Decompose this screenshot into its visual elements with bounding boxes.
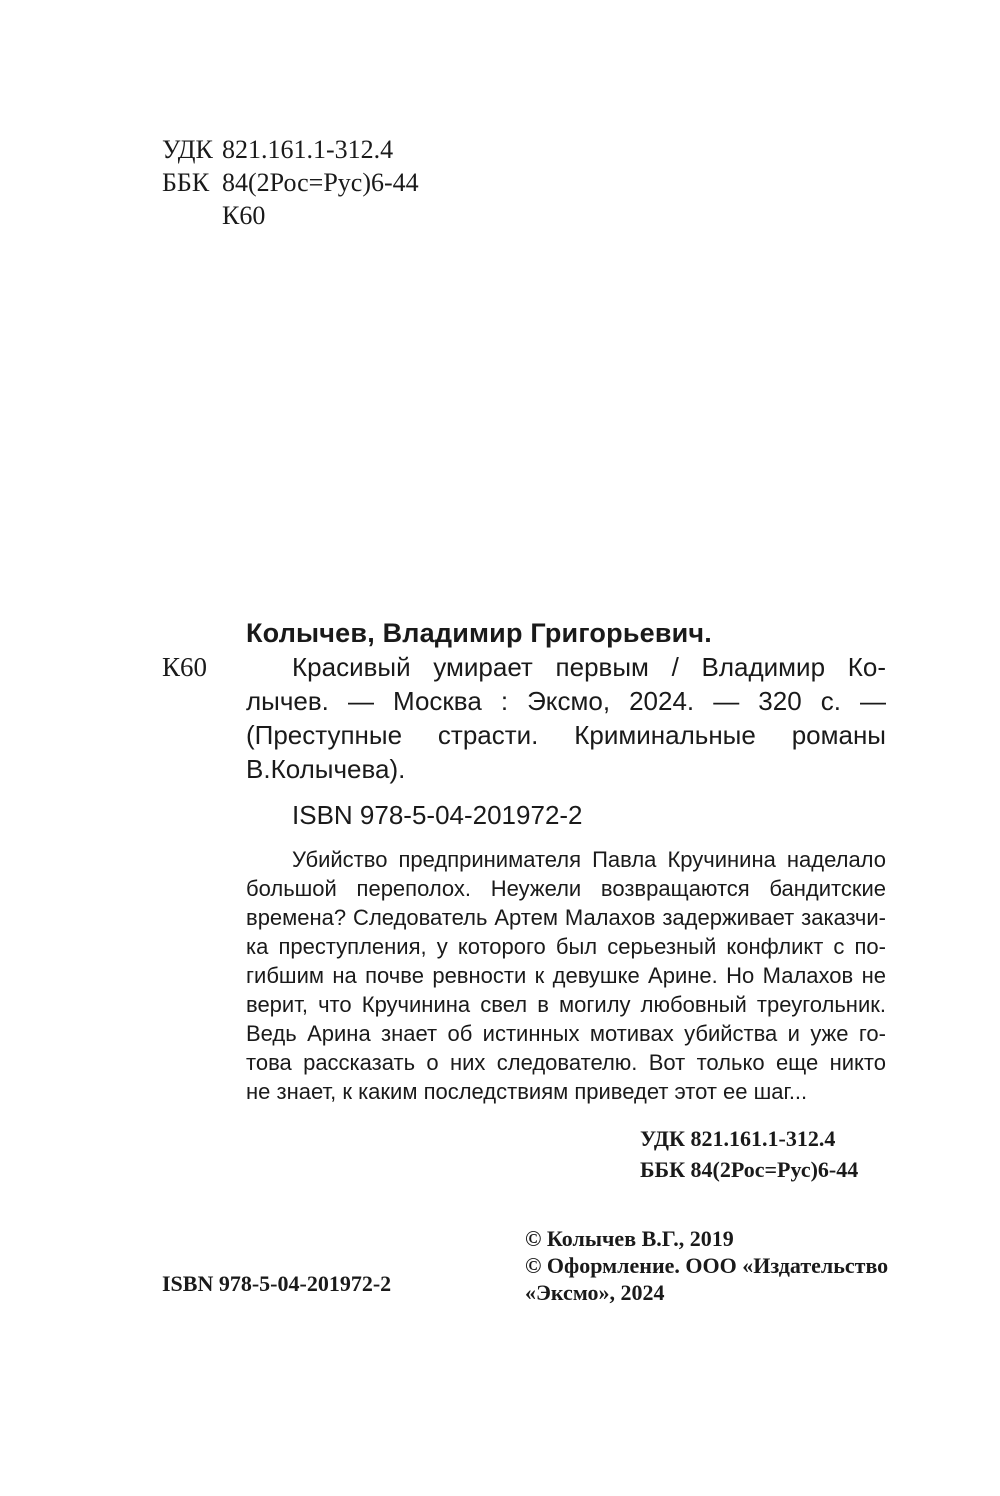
annotation-line: ка преступления, у которого был серьезный конфликт с по- [246, 934, 886, 959]
udk-label: УДК [162, 134, 213, 164]
bbk-row [162, 166, 419, 199]
annotation-line: Ведь Арина знает об истинных мотивах убийства и уже го- [246, 1021, 886, 1046]
classification-header [162, 133, 419, 232]
annotation-line: времена? Следователь Артем Малахов задерживает заказчи- [246, 905, 886, 930]
biblio-line: лычев. — Москва : Эксмо, 2024. — 320 с. — [246, 686, 886, 716]
copyright-design: © Оформление. ООО «Издательство [525, 1253, 889, 1278]
bibliographic-description [246, 650, 886, 786]
copyright-design-cont: «Эксмо», 2024 [525, 1280, 665, 1305]
author-mark-row [162, 199, 419, 232]
bbk-label: ББК [162, 167, 210, 197]
copyright-author: © Колычев В.Г., 2019 [525, 1226, 734, 1251]
biblio-line: (Преступные страсти. Криминальные романы [246, 720, 886, 750]
annotation-line: верит, что Кручинина свел в могилу любовный треугольник. [246, 992, 886, 1017]
author-heading: Колычев, Владимир Григорьевич. [246, 618, 713, 648]
annotation-line: това рассказать о них следователю. Вот только еще никто [246, 1050, 886, 1075]
annotation-line: гибшим на почве ревности к девушке Арине. Но Малахов не [246, 963, 886, 988]
udk-row [162, 133, 419, 166]
annotation-line: не знает, к каким последствиям приведет этот ее шаг... [246, 1079, 808, 1104]
annotation-line: большой переполох. Неужели возвращаются бандитские [246, 876, 886, 901]
isbn-bottom: ISBN 978-5-04-201972-2 [162, 1271, 392, 1296]
author-mark-left: К60 [162, 652, 208, 682]
copyright-block [525, 1225, 888, 1306]
classification-codes [640, 1123, 858, 1185]
biblio-line: В.Колычева). [246, 754, 406, 784]
annotation-line: Убийство предпринимателя Павла Кручинина наделало [292, 847, 886, 872]
udk-value: 821.161.1-312.4 [222, 134, 394, 164]
isbn-line: ISBN 978-5-04-201972-2 [292, 800, 583, 830]
bbk-value: 84(2Рос=Рус)6-44 [222, 167, 419, 197]
bbk-code: ББК 84(2Рос=Рус)6-44 [640, 1157, 859, 1182]
udk-code: УДК 821.161.1-312.4 [640, 1126, 836, 1151]
biblio-line: Красивый умирает первым / Владимир Ко- [292, 652, 886, 682]
annotation [246, 845, 886, 1106]
author-mark-top: К60 [222, 200, 266, 230]
